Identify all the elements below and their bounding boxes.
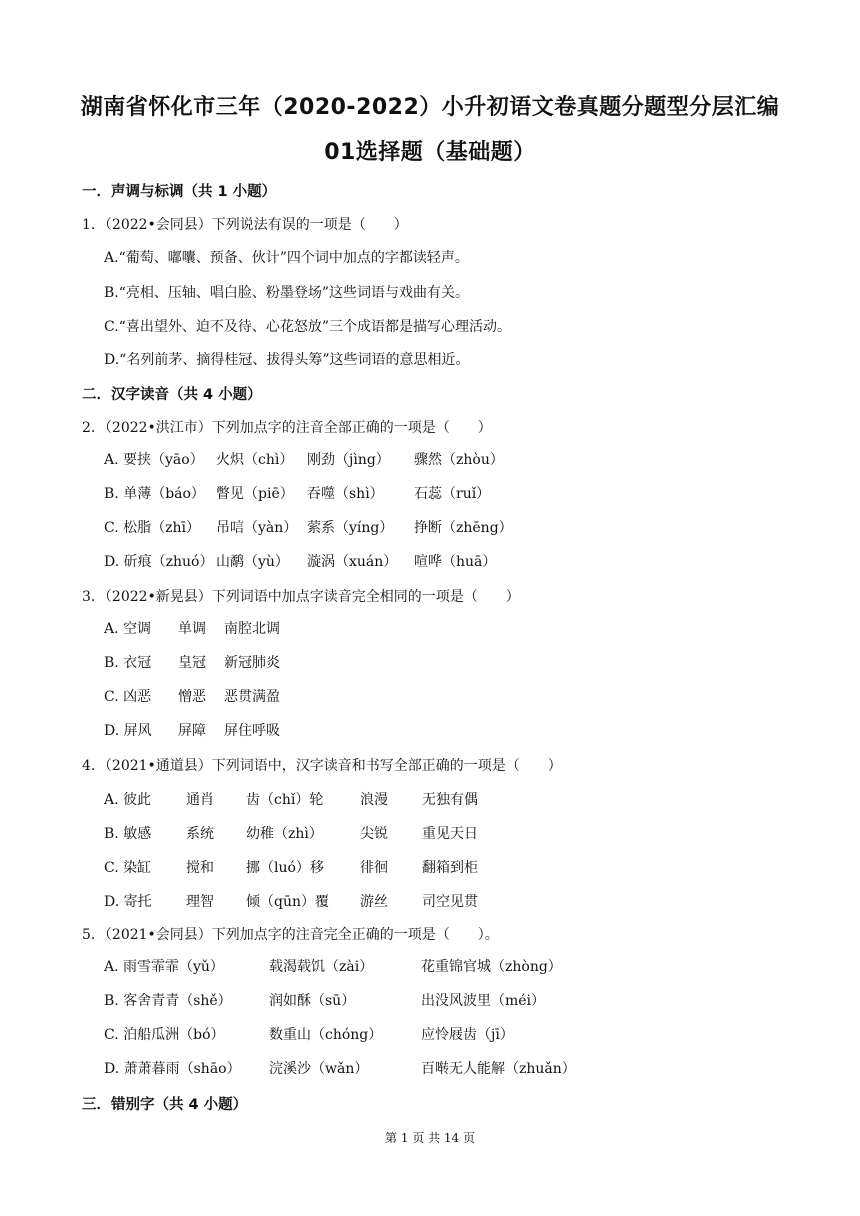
option-cell: 司空见贯 xyxy=(422,894,478,910)
option-text: D.“名列前茅、摘得桂冠、拔得头筹”这些词语的意思相近。 xyxy=(104,352,470,368)
option-cell: 吞噬（shì） xyxy=(307,486,384,502)
option-cell: 山鹬（yù） xyxy=(216,554,289,570)
option-cell: 数重山（chóng） xyxy=(269,1027,383,1043)
option-cell: 屏住呼吸 xyxy=(224,723,280,739)
option-cell: 重见天日 xyxy=(422,826,478,842)
option-cell: 皇冠 xyxy=(178,655,206,671)
option-cell: B. 衣冠 xyxy=(104,655,152,671)
option-cell: 理智 xyxy=(186,894,214,910)
option-cell: 百啭无人能解（zhuǎn） xyxy=(421,1061,576,1077)
option-cell: 新冠肺炎 xyxy=(224,655,280,671)
option-cell: C. 松脂（zhī） xyxy=(104,520,200,536)
section-heading: 二．汉字读音（共 4 小题） xyxy=(82,387,262,403)
option-cell: 齿（chǐ）轮 xyxy=(246,792,324,808)
option-cell: 恶贯满盈 xyxy=(224,689,280,705)
option-cell: A. 要挟（yāo） xyxy=(104,452,204,468)
option-cell: 出没风波里（méi） xyxy=(421,993,546,1009)
option-cell: 瞥见（piē） xyxy=(216,486,294,502)
option-cell: 载渴载饥（zài） xyxy=(269,959,374,975)
option-cell: 浣溪沙（wǎn） xyxy=(269,1061,369,1077)
option-cell: 应怜屐齿（jī） xyxy=(421,1027,514,1043)
option-cell: 徘徊 xyxy=(360,860,388,876)
question-stem: 3．（2022•新晃县）下列词语中加点字读音完全相同的一项是（ ） xyxy=(82,589,520,605)
option-cell: 润如酥（sū） xyxy=(269,993,356,1009)
question-stem: 5．（2021•会同县）下列加点字的注音完全正确的一项是（ ）。 xyxy=(82,927,499,943)
option-cell: C. 泊船瓜洲（bó） xyxy=(104,1027,225,1043)
option-cell: 萦系（yíng） xyxy=(307,520,394,536)
page-footer: 第 1 页 共 14 页 xyxy=(385,1131,475,1145)
question-stem: 4．（2021•通道县）下列词语中，汉字读音和书写全部正确的一项是（ ） xyxy=(82,758,562,774)
option-cell: 浪漫 xyxy=(360,792,388,808)
question-stem: 2．（2022•洪江市）下列加点字的注音全部正确的一项是（ ） xyxy=(82,420,492,436)
option-cell: 骤然（zhòu） xyxy=(414,452,504,468)
question-stem: 1．（2022•会同县）下列说法有误的一项是（ ） xyxy=(82,217,408,233)
option-text: B.“亮相、压轴、唱白脸、粉墨登场”这些词语与戏曲有关。 xyxy=(104,285,470,301)
option-cell: 无独有偶 xyxy=(422,792,478,808)
option-cell: 通肖 xyxy=(186,792,214,808)
option-cell: 憎恶 xyxy=(178,689,206,705)
option-cell: 系统 xyxy=(186,826,214,842)
option-cell: A. 彼此 xyxy=(104,792,152,808)
option-cell: 挪（luó）移 xyxy=(246,860,324,876)
page-subtitle: 01选择题（基础题） xyxy=(324,140,536,165)
option-cell: 尖锐 xyxy=(360,826,388,842)
option-text: C.“喜出望外、迫不及待、心花怒放”三个成语都是描写心理活动。 xyxy=(104,319,511,335)
option-cell: 石蕊（ruǐ） xyxy=(414,486,491,502)
option-cell: C. 染缸 xyxy=(104,860,152,876)
option-cell: 倾（qūn）覆 xyxy=(246,894,329,910)
option-cell: 刚劲（jìng） xyxy=(307,452,390,468)
option-cell: 花重锦官城（zhòng） xyxy=(421,959,562,975)
option-cell: B. 单薄（báo） xyxy=(104,486,205,502)
option-cell: B. 敏感 xyxy=(104,826,152,842)
section-heading: 一．声调与标调（共 1 小题） xyxy=(82,184,277,200)
option-cell: D. 萧萧暮雨（shāo） xyxy=(104,1061,241,1077)
option-cell: C. 凶恶 xyxy=(104,689,152,705)
option-cell: D. 寄托 xyxy=(104,894,152,910)
option-cell: D. 斫痕（zhuó） xyxy=(104,554,214,570)
page-title: 湖南省怀化市三年（2020-2022）小升初语文卷真题分题型分层汇编 xyxy=(80,95,780,120)
option-cell: A. 空调 xyxy=(104,621,152,637)
option-cell: 挣断（zhēng） xyxy=(414,520,513,536)
option-cell: 翻箱到柜 xyxy=(422,860,478,876)
option-cell: 南腔北调 xyxy=(224,621,280,637)
option-cell: 搅和 xyxy=(186,860,214,876)
option-cell: 火炽（chì） xyxy=(216,452,294,468)
option-cell: 吊唁（yàn） xyxy=(216,520,298,536)
option-cell: A. 雨雪霏霏（yǔ） xyxy=(104,959,224,975)
option-cell: B. 客舍青青（shě） xyxy=(104,993,232,1009)
option-cell: 单调 xyxy=(178,621,206,637)
section-heading: 三．错别字（共 4 小题） xyxy=(82,1097,248,1113)
option-cell: 屏障 xyxy=(178,723,206,739)
option-cell: 幼稚（zhì） xyxy=(246,826,323,842)
option-cell: 游丝 xyxy=(360,894,388,910)
option-cell: 喧哗（huā） xyxy=(414,554,497,570)
option-text: A.“葡萄、嘟囔、预备、伙计”四个词中加点的字都读轻声。 xyxy=(104,250,469,266)
option-cell: D. 屏风 xyxy=(104,723,152,739)
option-cell: 漩涡（xuán） xyxy=(307,554,398,570)
